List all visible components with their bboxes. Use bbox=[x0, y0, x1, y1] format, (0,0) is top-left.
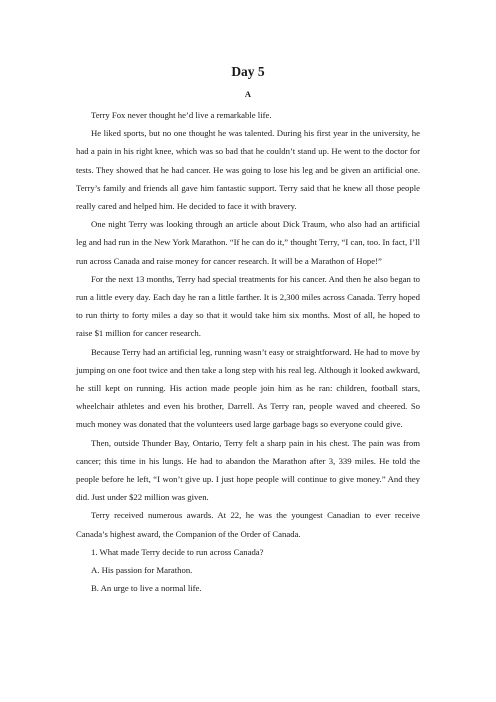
option-b: B. An urge to live a normal life. bbox=[91, 583, 202, 594]
option-a: A. His passion for Marathon. bbox=[91, 565, 193, 576]
question-1: 1. What made Terry decide to run across Canada? bbox=[91, 546, 264, 557]
page-title: Day 5 bbox=[231, 64, 265, 79]
paragraph-cancer: He liked sports, but no one thought he was talented. During his first year in the university, he had a pain in his right knee, which was so bad that he couldn’t stand up. He went to the doctor for tests. They showed that he had cancer. He was going to lose his leg and be given an artificial one. Terry’s family and friends all gave him fantastic support. Terry said that he knew all those people really cared and helped him. He decided to face it with bravery. bbox=[76, 128, 420, 212]
paragraph-running: Because Terry had an artificial leg, running wasn’t easy or straightforward. He had to move by jumping on one foot twice and then take a long step with his real leg. Although it looked awkward, he still kept on running. His action made people join him as he ran: children, football stars, wheelchair athletes and even his brother, Darrell. As Terry ran, people waved and cheered. So much money was donated that the volunteers used large garbage bags so everyone could give. bbox=[76, 346, 420, 430]
paragraph-training: For the next 13 months, Terry had special treatments for his cancer. And then he also began to run a little every day. Each day he ran a little farther. It is 2,300 miles across Canada. Terry hoped to run thirty to forty miles a day so that it would take him six months. Most of all, he hoped to raise $1 million for cancer research. bbox=[76, 273, 420, 339]
paragraph-intro: Terry Fox never thought he’d live a remarkable life. bbox=[91, 110, 272, 120]
paragraph-inspiration: One night Terry was looking through an article about Dick Traum, who also had an artificial leg and had run in the New York Marathon. “If he can do it,” thought Terry, “I can, too. In fact, I’ll run across Canada and raise money for cancer research. It will be a Marathon of Hope!” bbox=[76, 219, 420, 266]
passage-body bbox=[76, 106, 420, 597]
section-heading: A bbox=[244, 89, 252, 99]
paragraph-abandon: Then, outside Thunder Bay, Ontario, Terry felt a sharp pain in his chest. The pain was from cancer; this time in his lungs. He had to abandon the Marathon after 3, 339 miles. He told the people before he left, “I won’t give up. I just hope people will continue to give money.” And they did. Just under $22 million was given. bbox=[76, 437, 420, 503]
paragraph-awards: Terry received numerous awards. At 22, he was the youngest Canadian to ever receive Canada’s highest award, the Companion of the Order of Canada. bbox=[76, 510, 420, 539]
